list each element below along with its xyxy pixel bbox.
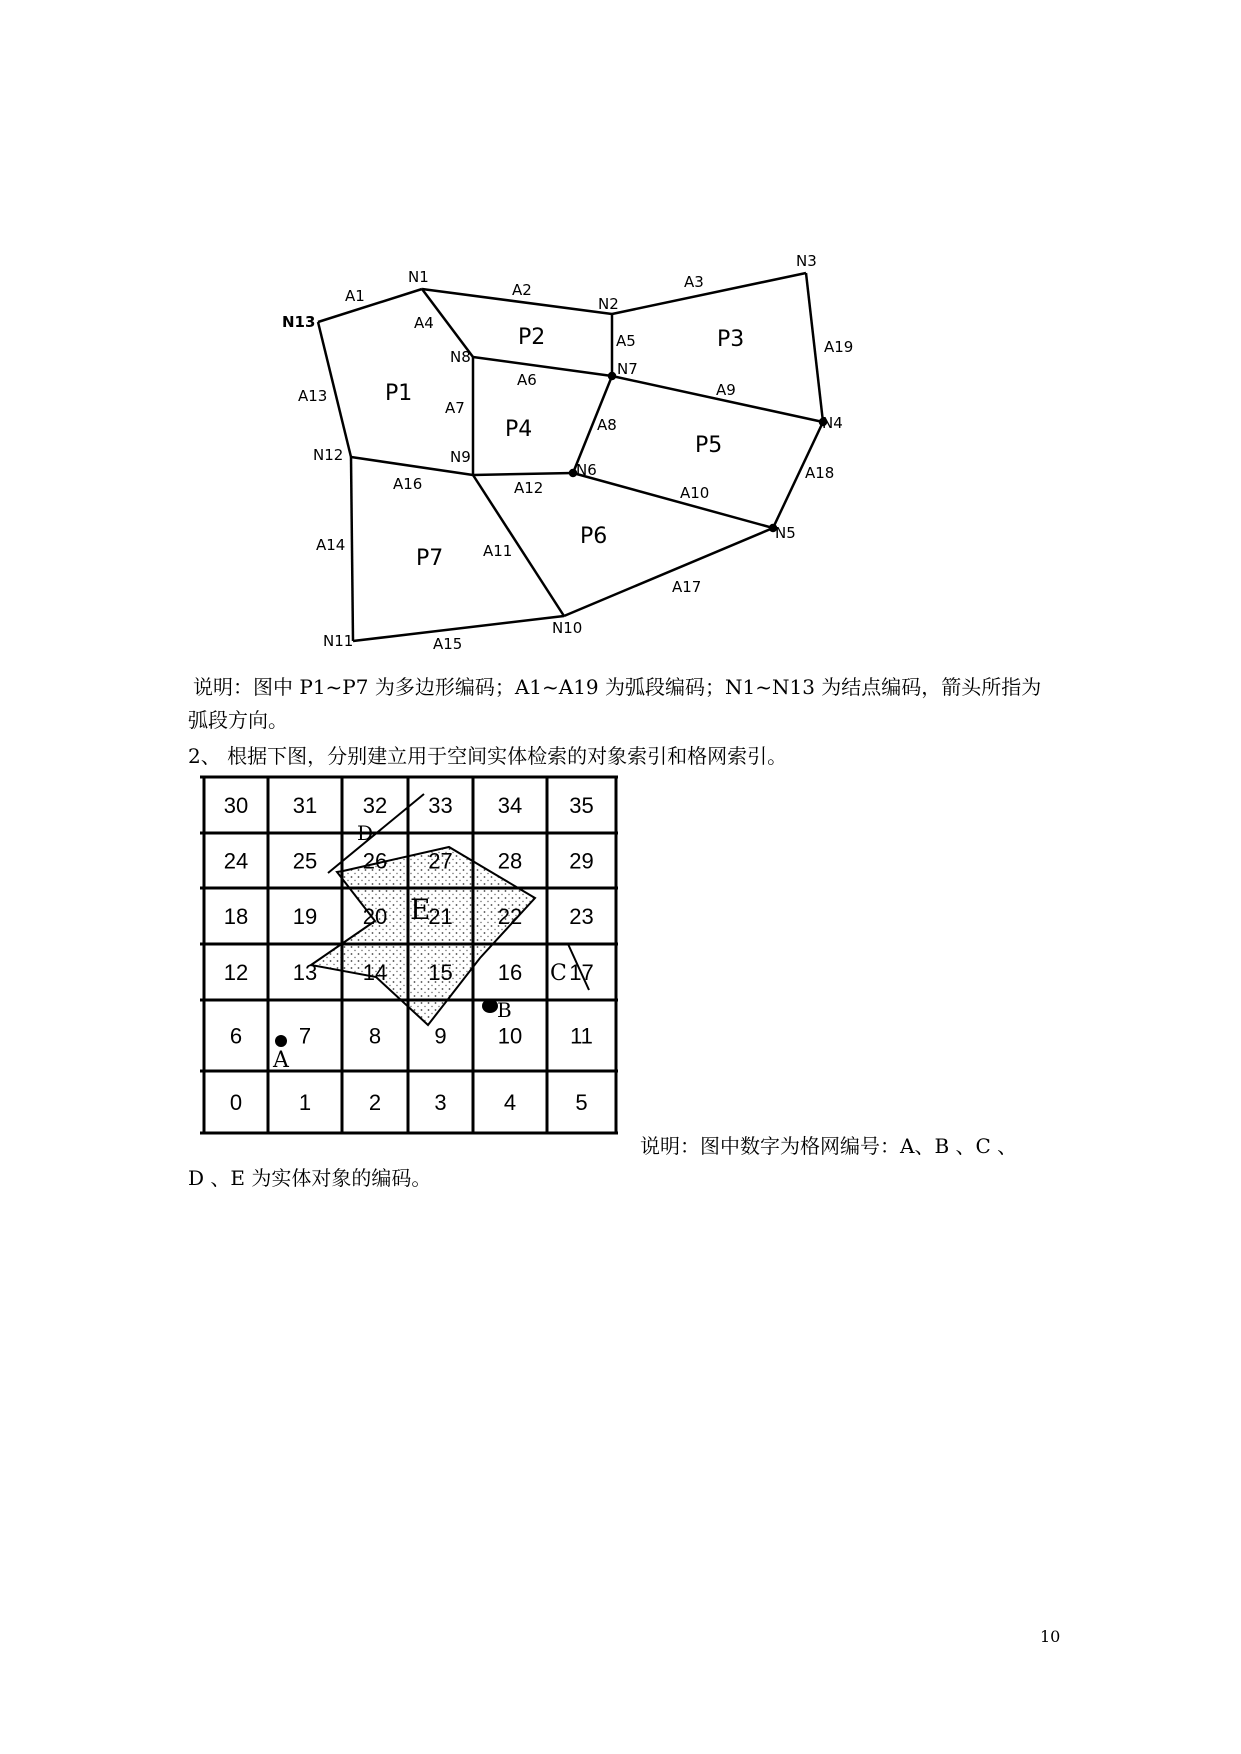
arc-label-A7: A7 <box>445 399 465 417</box>
node-label-N6: N6 <box>576 461 597 479</box>
grid-cell-number: 34 <box>497 793 523 818</box>
grid-cell-number: 35 <box>569 793 594 818</box>
grid-figure <box>200 777 618 1133</box>
grid-cell-number: 26 <box>362 848 388 874</box>
grid-lines <box>200 777 618 1133</box>
arc-A14 <box>351 457 353 641</box>
node-label-N11: N11 <box>323 632 354 650</box>
arc-label-A12: A12 <box>514 479 544 497</box>
grid-cell-number: 29 <box>569 848 594 874</box>
grid-cell-number: 19 <box>292 904 318 929</box>
node-dot <box>609 373 615 379</box>
arc-A3 <box>612 273 806 314</box>
arc-A1 <box>318 289 422 322</box>
grid-cell-number: 3 <box>434 1090 447 1115</box>
object-label-C: C <box>550 961 567 986</box>
grid-cell-number: 24 <box>223 848 249 874</box>
grid-cell-number: 31 <box>292 793 318 818</box>
grid-cell-number: 11 <box>570 1023 593 1049</box>
grid-cell-number: 22 <box>497 904 523 929</box>
arc-label-A18: A18 <box>805 464 835 482</box>
grid-cell-number: 17 <box>569 960 594 985</box>
grid-cell-number: 2 <box>368 1090 382 1115</box>
grid-cell-number: 7 <box>298 1023 312 1049</box>
grid-cell-number: 23 <box>569 904 594 929</box>
object-label-B: B <box>497 998 512 1022</box>
node-label-N3: N3 <box>796 252 817 270</box>
grid-cell-number: 30 <box>223 793 249 818</box>
caption-figure2-line2: D 、E 为实体对象的编码。 <box>188 1166 432 1190</box>
arc-label-A19: A19 <box>824 338 854 356</box>
arc-label-A8: A8 <box>597 416 617 434</box>
grid-cell-number: 13 <box>292 960 318 985</box>
node-label-N8: N8 <box>450 348 471 366</box>
grid-cell-number: 1 <box>298 1090 312 1115</box>
caption-figure2-line1: 说明：图中数字为格网编号：A、B 、C 、 <box>640 1134 1018 1158</box>
arc-A12 <box>473 473 573 475</box>
arc-label-A10: A10 <box>680 484 710 502</box>
grid-cell-number: 0 <box>229 1090 243 1115</box>
topology-figure <box>318 273 826 641</box>
grid-cell-number: 32 <box>362 793 388 818</box>
node-label-N2: N2 <box>598 295 619 313</box>
object-B-point <box>482 999 498 1013</box>
object-label-D: D <box>357 821 374 845</box>
arc-label-A17: A17 <box>672 578 702 596</box>
arc-A19 <box>806 273 823 422</box>
arc-label-A3: A3 <box>684 273 704 291</box>
grid-cell-number: 27 <box>428 848 453 874</box>
caption-figure1-line2: 弧段方向。 <box>188 708 288 732</box>
node-label-N7: N7 <box>617 360 638 378</box>
arc-label-A15: A15 <box>433 635 463 653</box>
arc-A10 <box>573 473 773 528</box>
arc-label-A5: A5 <box>616 332 636 350</box>
polygon-label-P4: P4 <box>505 417 533 442</box>
question-2: 2、 根据下图，分别建立用于空间实体检索的对象索引和格网索引。 <box>188 744 788 768</box>
grid-cell-number: 15 <box>428 960 453 985</box>
arc-label-A11: A11 <box>483 542 513 560</box>
object-label-E: E <box>410 893 431 926</box>
grid-cell-number: 14 <box>362 960 388 985</box>
polygon-label-P3: P3 <box>717 327 745 352</box>
caption-figure1-line1: 说明：图中 P1~P7 为多边形编码；A1~A19 为弧段编码；N1~N13 为结点编码，箭头所指为 <box>193 675 1042 699</box>
arc-label-A14: A14 <box>316 536 346 554</box>
polygon-label-P2: P2 <box>518 325 546 350</box>
grid-cell-number: 5 <box>575 1090 588 1115</box>
arc-A6 <box>473 357 612 376</box>
object-label-A: A <box>273 1048 289 1073</box>
arc-label-A2: A2 <box>512 281 532 299</box>
node-label-N4: N4 <box>822 414 843 432</box>
grid-cell-number: 12 <box>223 960 249 985</box>
grid-cell-number: 4 <box>503 1090 517 1115</box>
node-label-N13: N13 <box>282 313 316 331</box>
polygon-label-P7: P7 <box>416 546 444 571</box>
arc-label-A6: A6 <box>517 371 537 389</box>
grid-cell-number: 9 <box>434 1023 447 1049</box>
grid-cell-number: 28 <box>497 848 523 874</box>
node-label-N1: N1 <box>408 268 429 286</box>
grid-cell-number: 33 <box>428 793 453 818</box>
grid-cell-number: 20 <box>362 904 388 929</box>
grid-cell-number: 6 <box>229 1023 243 1049</box>
grid-cell-number: 18 <box>223 904 249 929</box>
node-label-N5: N5 <box>775 524 796 542</box>
grid-cell-number: 10 <box>497 1023 523 1049</box>
node-label-N9: N9 <box>450 448 471 466</box>
grid-cell-number: 21 <box>428 904 453 929</box>
arc-label-A9: A9 <box>716 381 736 399</box>
page-number: 10 <box>1040 1627 1061 1646</box>
node-label-N10: N10 <box>552 619 583 637</box>
grid-cell-number: 16 <box>497 960 523 985</box>
polygon-label-P1: P1 <box>385 381 413 406</box>
arc-label-A4: A4 <box>414 314 434 332</box>
grid-cell-number: 25 <box>292 848 318 874</box>
polygon-label-P6: P6 <box>580 524 608 549</box>
grid-cell-number: 8 <box>368 1023 382 1049</box>
arc-label-A1: A1 <box>345 287 365 305</box>
object-A-point <box>275 1035 287 1047</box>
arc-label-A13: A13 <box>298 387 328 405</box>
polygon-label-P5: P5 <box>695 433 723 458</box>
arc-label-A16: A16 <box>393 475 423 493</box>
node-label-N12: N12 <box>313 446 344 464</box>
